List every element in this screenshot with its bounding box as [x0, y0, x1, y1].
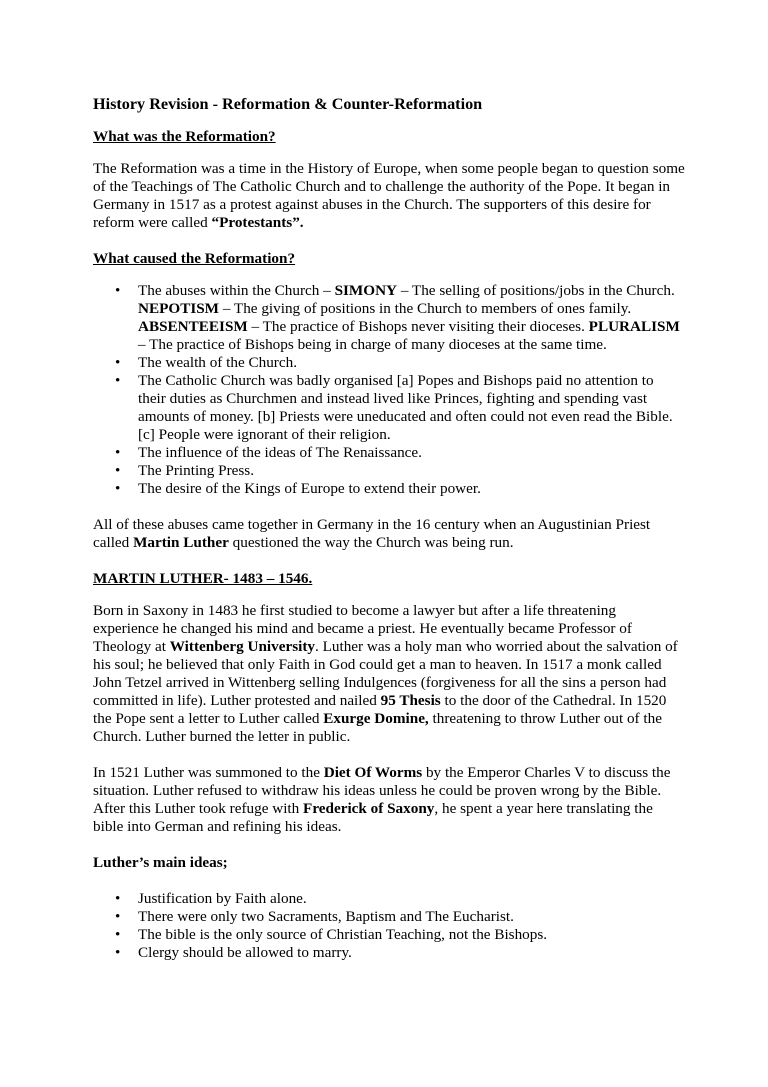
list-item: • Justification by Faith alone.: [115, 890, 307, 907]
bullet-icon: •: [115, 926, 121, 943]
bullet-icon: •: [115, 890, 121, 907]
causes-list: [93, 282, 685, 498]
list-item: • Clergy should be allowed to marry.: [115, 944, 352, 961]
document-title: History Revision - Reformation & Counter-Reformation: [93, 95, 483, 113]
list-item: • The desire of the Kings of Europe to extend their power.: [115, 480, 481, 497]
section-heading-causes: What caused the Reformation?: [93, 250, 296, 267]
bullet-icon: •: [115, 462, 121, 479]
bullet-icon: •: [115, 944, 121, 961]
list-item: • The wealth of the Church.: [115, 354, 297, 371]
document-content: [93, 94, 685, 980]
section-heading-what-was: What was the Reformation?: [93, 128, 276, 145]
bullet-icon: •: [115, 444, 121, 461]
section-heading-luther: MARTIN LUTHER- 1483 – 1546.: [93, 570, 313, 587]
paragraph-luther-bio: Born in Saxony in 1483 he first studied to become a lawyer but after a life threatening experience he changed his mind and became a priest. He eventually became Professor of Theology at Wittenberg University. Luther was a holy man who worried about the salvation of his soul; he believed that only Faith in God could get a man to heaven. In 1517 a monk called John Tetzel arrived in Wittenberg selling Indulgences (forgiveness for all the sins a person had committed in life). Luther protested and nailed 95 Thesis to the door of the Cathedral. In 1520 the Pope sent a letter to Luther called Exurge Domine, threatening to throw Luther out of the Church. Luther burned the letter in public.: [93, 602, 678, 745]
list-item: • There were only two Sacraments, Baptism and The Eucharist.: [115, 908, 514, 925]
bullet-icon: •: [115, 354, 121, 371]
paragraph-diet-of-worms: In 1521 Luther was summoned to the Diet Of Worms by the Emperor Charles V to discuss the situation. Luther refused to withdraw his ideas unless he could be proven wrong by the Bible. After this Luther took refuge with Frederick of Saxony, he spent a year here translating the bible into German and refining his ideas.: [93, 764, 671, 835]
bullet-icon: •: [115, 908, 121, 925]
section-heading-main-ideas: Luther’s main ideas;: [93, 854, 228, 871]
bullet-icon: •: [115, 480, 121, 497]
list-item: • The bible is the only source of Christian Teaching, not the Bishops.: [115, 926, 548, 943]
list-item: • The Catholic Church was badly organised [a] Popes and Bishops paid no attention to their duties as Churchmen and instead lived like Princes, fighting and spending vast amounts of money. [b] Priests were uneducated and often could not even read the Bible. [c] People were ignorant of their religion.: [115, 372, 673, 443]
list-item: • The influence of the ideas of The Renaissance.: [115, 444, 422, 461]
paragraph-what-was: The Reformation was a time in the History of Europe, when some people began to question some of the Teachings of The Catholic Church and to challenge the authority of the Pope. It began in Germany in 1517 as a protest against abuses in the Church. The supporters of this desire for reform were called “Protestants”.: [93, 160, 685, 231]
main-ideas-list: [93, 890, 685, 962]
list-item: • The Printing Press.: [115, 462, 255, 479]
bullet-icon: •: [115, 372, 121, 389]
bullet-icon: •: [115, 282, 121, 299]
paragraph-abuses-summary: All of these abuses came together in Germany in the 16 century when an Augustinian Priest called Martin Luther questioned the way the Church was being run.: [93, 516, 651, 551]
list-item: • The abuses within the Church – SIMONY – The selling of positions/jobs in the Church. NEPOTISM – The giving of positions in the Church to members of ones family. ABSENTEEISM – The practice of Bishops never visiting their dioceses. PLURALISM – The practice of Bishops being in charge of many dioceses at the same time.: [115, 282, 680, 353]
